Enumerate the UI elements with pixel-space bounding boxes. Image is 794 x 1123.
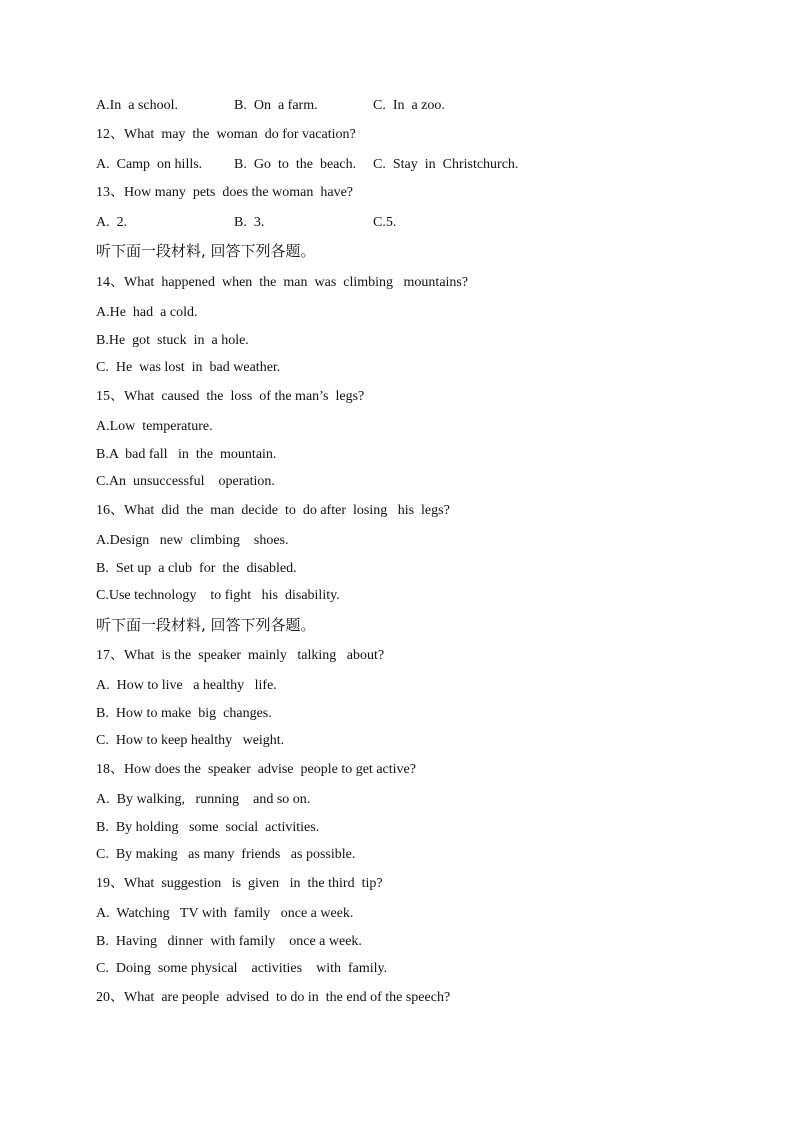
q17-question: 17、What is the speaker mainly talking about? <box>96 648 385 663</box>
q17-option-a: A. How to live a healthy life. <box>96 678 277 693</box>
q16-option-b: B. Set up a club for the disabled. <box>96 561 297 576</box>
q12-option-c: C. Stay in Christchurch. <box>373 157 519 172</box>
q12-question: 12、What may the woman do for vacation? <box>96 127 356 142</box>
q19-question: 19、What suggestion is given in the third tip? <box>96 876 383 891</box>
q14-option-a: A.He had a cold. <box>96 305 198 320</box>
q20-question: 20、What are people advised to do in the end of the speech? <box>96 990 451 1005</box>
q15-question: 15、What caused the loss of the man’s legs? <box>96 389 365 404</box>
q14-question: 14、What happened when the man was climbing mountains? <box>96 275 469 290</box>
q14-option-b: B.He got stuck in a hole. <box>96 333 249 348</box>
q12-option-b: B. Go to the beach. <box>234 157 357 172</box>
q15-option-b: B.A bad fall in the mountain. <box>96 447 277 462</box>
q15-option-a: A.Low temperature. <box>96 419 213 434</box>
q12-option-a: A. Camp on hills. <box>96 157 203 172</box>
q11-option-a: A.In a school. <box>96 98 179 113</box>
q18-option-c: C. By making as many friends as possible. <box>96 847 356 862</box>
q19-option-b: B. Having dinner with family once a week. <box>96 934 362 949</box>
q13-question: 13、How many pets does the woman have? <box>96 185 353 200</box>
q19-option-a: A. Watching TV with family once a week. <box>96 906 354 921</box>
q19-option-c: C. Doing some physical activities with family. <box>96 961 388 976</box>
q17-option-b: B. How to make big changes. <box>96 706 272 721</box>
q14-option-c: C. He was lost in bad weather. <box>96 360 281 375</box>
section-heading: 听下面一段材料, 回答下列各题。 <box>96 616 316 634</box>
q16-question: 16、What did the man decide to do after losing his legs? <box>96 503 450 518</box>
q11-option-b: B. On a farm. <box>234 98 318 113</box>
q17-option-c: C. How to keep healthy weight. <box>96 733 285 748</box>
q16-option-a: A.Design new climbing shoes. <box>96 533 289 548</box>
q16-option-c: C.Use technology to fight his disability. <box>96 588 340 603</box>
q11-option-c: C. In a zoo. <box>373 98 445 113</box>
q18-option-a: A. By walking, running and so on. <box>96 792 311 807</box>
q18-option-b: B. By holding some social activities. <box>96 820 320 835</box>
q13-option-c: C.5. <box>373 215 397 230</box>
section-heading: 听下面一段材料, 回答下列各题。 <box>96 242 316 260</box>
q13-option-a: A. 2. <box>96 215 128 230</box>
q13-option-b: B. 3. <box>234 215 265 230</box>
q18-question: 18、How does the speaker advise people to get active? <box>96 762 416 777</box>
q15-option-c: C.An unsuccessful operation. <box>96 474 275 489</box>
